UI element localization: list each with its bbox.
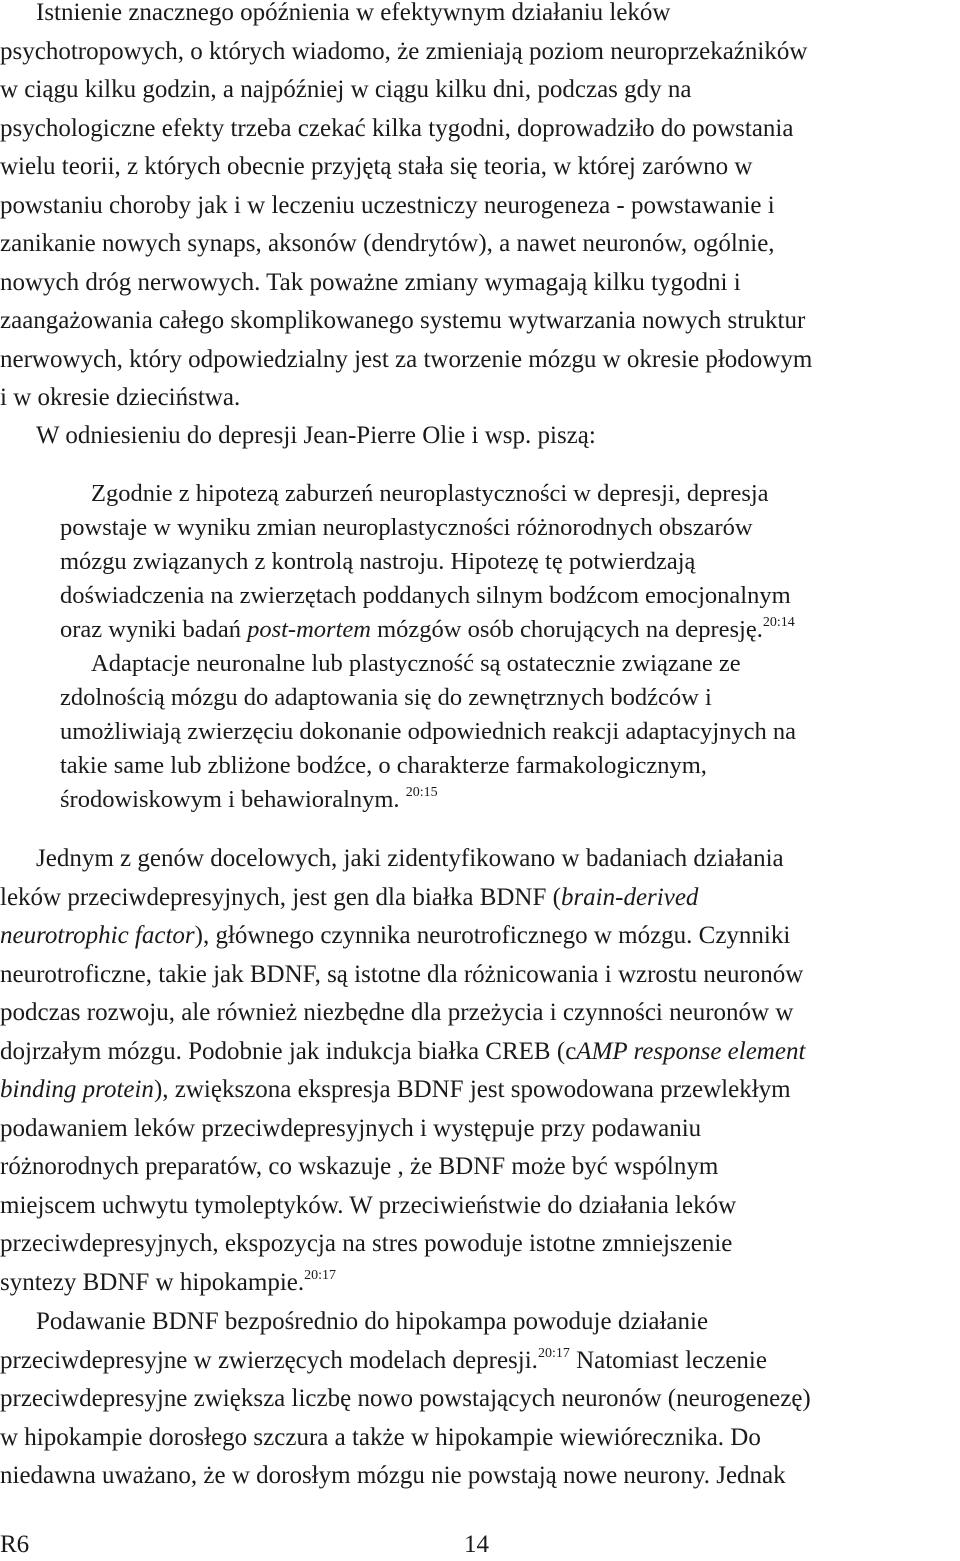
text-span: przeciwdepresyjne w zwierzęcych modelach depresji. <box>0 1346 538 1374</box>
text-line: w ciągu kilku godzin, a najpóźniej w ciągu kilku dni, podczas gdy na <box>0 76 692 103</box>
footer-label: R6 <box>0 1531 30 1558</box>
text-line <box>0 1342 960 1381</box>
text-line <box>0 879 960 918</box>
paragraph-bdnf-hippocampus <box>0 1303 960 1496</box>
italic-term: AMP response element <box>576 1037 806 1065</box>
text-line: zaangażowania całego skomplikowanego systemu wytwarzania nowych struktur <box>0 307 806 334</box>
text-line: powstaniu choroby jak i w leczeniu uczestniczy neurogeneza - powstawanie i <box>0 191 775 219</box>
text-span: ), zwiększona ekspresja BDNF jest spowodowana przewlekłym <box>153 1076 791 1103</box>
text-line <box>0 1033 960 1072</box>
quote-line <box>60 613 950 647</box>
quote-text: środowiskowym i behawioralnym. <box>60 786 406 813</box>
text-line: przeciwdepresyjne zwiększa liczbę nowo powstających neuronów (neurogenezę) <box>0 1385 811 1412</box>
text-span: leków przeciwdepresyjnych, jest gen dla białka BDNF ( <box>0 883 561 911</box>
quote-line: doświadczenia na zwierzętach poddanych silnym bodźcom emocjonalnym <box>60 582 791 609</box>
text-line: niedawna uważano, że w dorosłym mózgu nie powstają nowe neurony. Jednak <box>0 1462 786 1489</box>
quote-line: mózgu związanych z kontrolą nastroju. Hipotezę tę potwierdzają <box>60 548 696 575</box>
paragraph-bdnf <box>0 840 960 1302</box>
footnote-ref: 20:17 <box>304 1267 337 1283</box>
text-line: psychologiczne efekty trzeba czekać kilka tygodni, doprowadziło do powstania <box>0 114 794 142</box>
text-line: Jednym z genów docelowych, jaki zidentyfikowano w badaniach działania <box>36 845 784 872</box>
quote-line: umożliwiają zwierzęciu dokonanie odpowiednich reakcji adaptacyjnych na <box>60 718 797 745</box>
block-quote-neuroplasticity <box>60 477 950 647</box>
text-line: podawaniem leków przeciwdepresyjnych i występuje przy podawaniu <box>0 1114 702 1142</box>
text-span: dojrzałym mózgu. Podobnie jak indukcja białka CREB ( <box>0 1037 566 1065</box>
text-line: psychotropowych, o których wiadomo, że zmieniają poziom neuroprzekaźników <box>0 37 808 65</box>
quote-text: oraz wyniki badań <box>60 616 248 643</box>
text-line <box>0 1264 960 1303</box>
quote-text: mózgów osób chorujących na depresję. <box>370 616 763 643</box>
footnote-ref: 20:14 <box>762 615 795 630</box>
text-line <box>0 917 960 956</box>
text-span: c <box>565 1037 577 1065</box>
block-quote-adaptation <box>60 647 950 817</box>
text-span: syntezy BDNF w hipokampie. <box>0 1268 305 1296</box>
text-line: neurotroficzne, takie jak BDNF, są istotne dla różnicowania i wzrostu neuronów <box>0 960 804 988</box>
quote-line: Adaptacje neuronalne lub plastyczność są ostatecznie związane ze <box>91 650 741 677</box>
text-line <box>0 1071 960 1110</box>
quote-line: takie same lub zbliżone bodźce, o charakterze farmakologicznym, <box>60 752 707 779</box>
text-span: ), głównego czynnika neurotroficznego w mózgu. Czynniki <box>194 922 791 949</box>
quote-line: powstaje w wyniku zmian neuroplastyczności różnorodnych obszarów <box>60 514 753 541</box>
text-line: nowych dróg nerwowych. Tak poważne zmiany wymagają kilku tygodni i <box>0 268 741 296</box>
text-line: miejscem uchwytu tymoleptyków. W przeciwieństwie do działania leków <box>0 1191 737 1219</box>
italic-term: post-mortem <box>247 616 371 643</box>
text-span: Natomiast leczenie <box>569 1346 767 1374</box>
text-line: Podawanie BDNF bezpośrednio do hipokampa powoduje działanie <box>36 1308 709 1335</box>
text-line: zanikanie nowych synaps, aksonów (dendrytów), a nawet neuronów, ogólnie, <box>0 230 775 257</box>
italic-term: brain-derived <box>560 883 699 911</box>
quote-line: zdolnością mózgu do adaptowania się do zewnętrznych bodźców i <box>60 684 712 711</box>
text-line: w hipokampie dorosłego szczura a także w hipokampie wiewiórecznika. Do <box>0 1423 761 1451</box>
text-line: wielu teorii, z których obecnie przyjętą stała się teoria, w której zarówno w <box>0 153 753 180</box>
paragraph-neurogenesis <box>0 0 960 418</box>
text-line: Istnienie znacznego opóźnienia w efektywnym działaniu leków <box>36 0 671 26</box>
footnote-ref: 20:15 <box>405 785 438 800</box>
paragraph-citation-intro <box>0 417 960 456</box>
footnote-ref: 20:17 <box>537 1345 570 1361</box>
text-line: różnorodnych preparatów, co wskazuje , że BDNF może być wspólnym <box>0 1153 719 1180</box>
quote-line <box>60 783 950 817</box>
italic-term: neurotrophic factor <box>0 922 195 949</box>
text-line: nerwowych, który odpowiedzialny jest za tworzenie mózgu w okresie płodowym <box>0 345 813 373</box>
text-line: podczas rozwoju, ale również niezbędne dla przeżycia i czynności neuronów w <box>0 999 794 1026</box>
italic-term: binding protein <box>0 1076 154 1103</box>
text-line: i w okresie dzieciństwa. <box>0 384 241 411</box>
quote-line: Zgodnie z hipotezą zaburzeń neuroplastyczności w depresji, depresja <box>91 480 769 507</box>
text-line: przeciwdepresyjnych, ekspozycja na stres powoduje istotne zmniejszenie <box>0 1230 733 1257</box>
page-number: 14 <box>464 1531 489 1558</box>
text-line: W odniesieniu do depresji Jean-Pierre Olie i wsp. piszą: <box>36 422 596 449</box>
